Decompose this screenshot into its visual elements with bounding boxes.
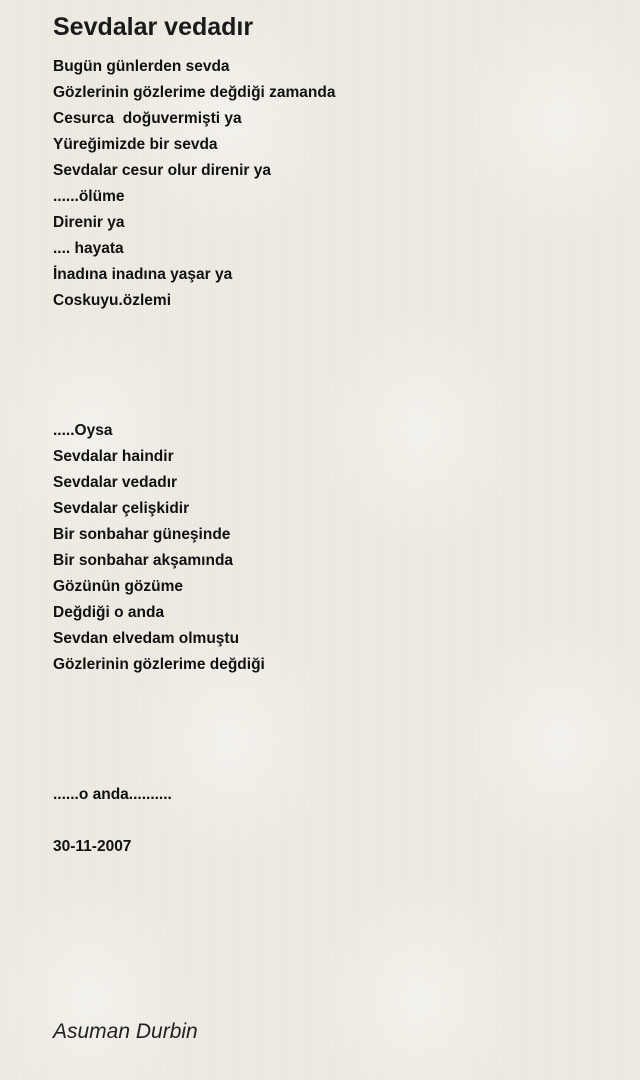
blank-line [53,366,613,392]
poem-line: Cesurca doğuvermişti ya [53,110,242,127]
blank-line [53,756,613,782]
poem-line: Gözlerinin gözlerime değdiği zamanda [53,84,336,101]
author-name: Asuman Durbin [53,1020,198,1043]
blank-line [53,808,613,834]
poem-line: Sevdan elvedam olmuştu [53,630,240,647]
poem-title: Sevdalar vedadır [53,13,254,41]
poem-line: Sevdalar vedadır [53,474,178,491]
poem-body [53,54,613,860]
poem-line: Direnir ya [53,214,125,231]
poem-line: .....Oysa [53,422,113,439]
poem-line: Bir sonbahar akşamında [53,552,234,569]
poem-line: Yüreğimizde bir sevda [53,136,218,153]
blank-line [53,678,613,704]
poem-line: ......o anda.......... [53,786,172,803]
poem-line: Bugün günlerden sevda [53,58,230,75]
poem-line: Coskuyu.özlemi [53,292,171,309]
blank-line [53,340,613,366]
poem-line: İnadına inadına yaşar ya [53,266,233,283]
poem-line: Gözlerinin gözlerime değdiği [53,656,265,673]
poem-line: Değdiği o anda [53,604,165,621]
blank-line [53,314,613,340]
poem-line: Sevdalar haindir [53,448,174,465]
blank-line [53,730,613,756]
blank-line [53,392,613,418]
poem-line: .... hayata [53,240,124,257]
poem-line: Gözünün gözüme [53,578,184,595]
poem-date: 30-11-2007 [53,838,132,855]
poem-line: Sevdalar çelişkidir [53,500,190,517]
poem-line: Bir sonbahar güneşinde [53,526,231,543]
poem-line: ......ölüme [53,188,125,205]
blank-line [53,704,613,730]
poem-line: Sevdalar cesur olur direnir ya [53,162,271,179]
